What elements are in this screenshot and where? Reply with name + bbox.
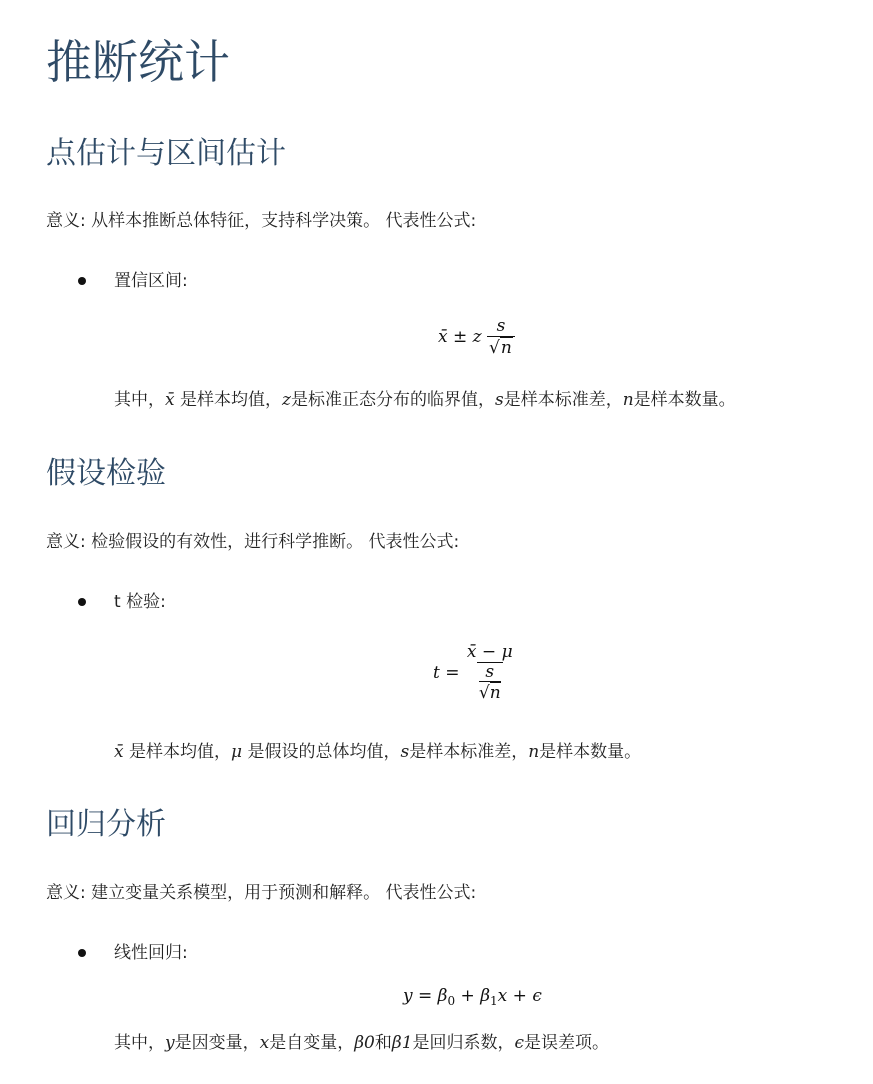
formula-note-confidence-interval: 其中，x̄ 是样本均值，z是标准正态分布的临界值，s是样本标准差，n是样本数量。: [114, 390, 736, 410]
section-meaning-regression: 意义: 建立变量关系模型，用于预测和解释。 代表性公式:: [46, 883, 477, 903]
formula-linear-regression: $y = \beta_0 + \beta_1x + \epsilon$: [403, 986, 542, 1008]
formula-note-t-test: x̄ 是样本均值，μ 是假设的总体均值，s是样本标准差，n是样本数量。: [114, 742, 642, 762]
formula-t-test: t = x̄ − μ s √n: [433, 642, 513, 703]
section-heading-regression: 回归分析: [46, 807, 166, 842]
bullet-dot: [78, 598, 86, 606]
section-heading-estimation: 点估计与区间估计: [46, 136, 286, 171]
bullet-dot: [78, 949, 86, 957]
section-meaning-estimation: 意义: 从样本推断总体特征，支持科学决策。 代表性公式:: [46, 211, 477, 231]
page-title: 推断统计: [46, 35, 230, 89]
formula-note-linear-regression: 其中，y是因变量，x是自变量，β0和β1是回归系数，ϵ是误差项。: [114, 1033, 610, 1053]
bullet-label-linear-regression: 线性回归:: [114, 943, 188, 963]
section-heading-hypothesis-test: 假设检验: [46, 456, 166, 491]
bullet-label-confidence-interval: 置信区间:: [114, 271, 188, 291]
bullet-label-t-test: t 检验:: [114, 592, 166, 612]
section-meaning-hypothesis-test: 意义: 检验假设的有效性，进行科学推断。 代表性公式:: [46, 532, 460, 552]
bullet-dot: [78, 277, 86, 285]
formula-confidence-interval: x̄ ± z $\frac{s}{√n}$: [438, 316, 515, 359]
